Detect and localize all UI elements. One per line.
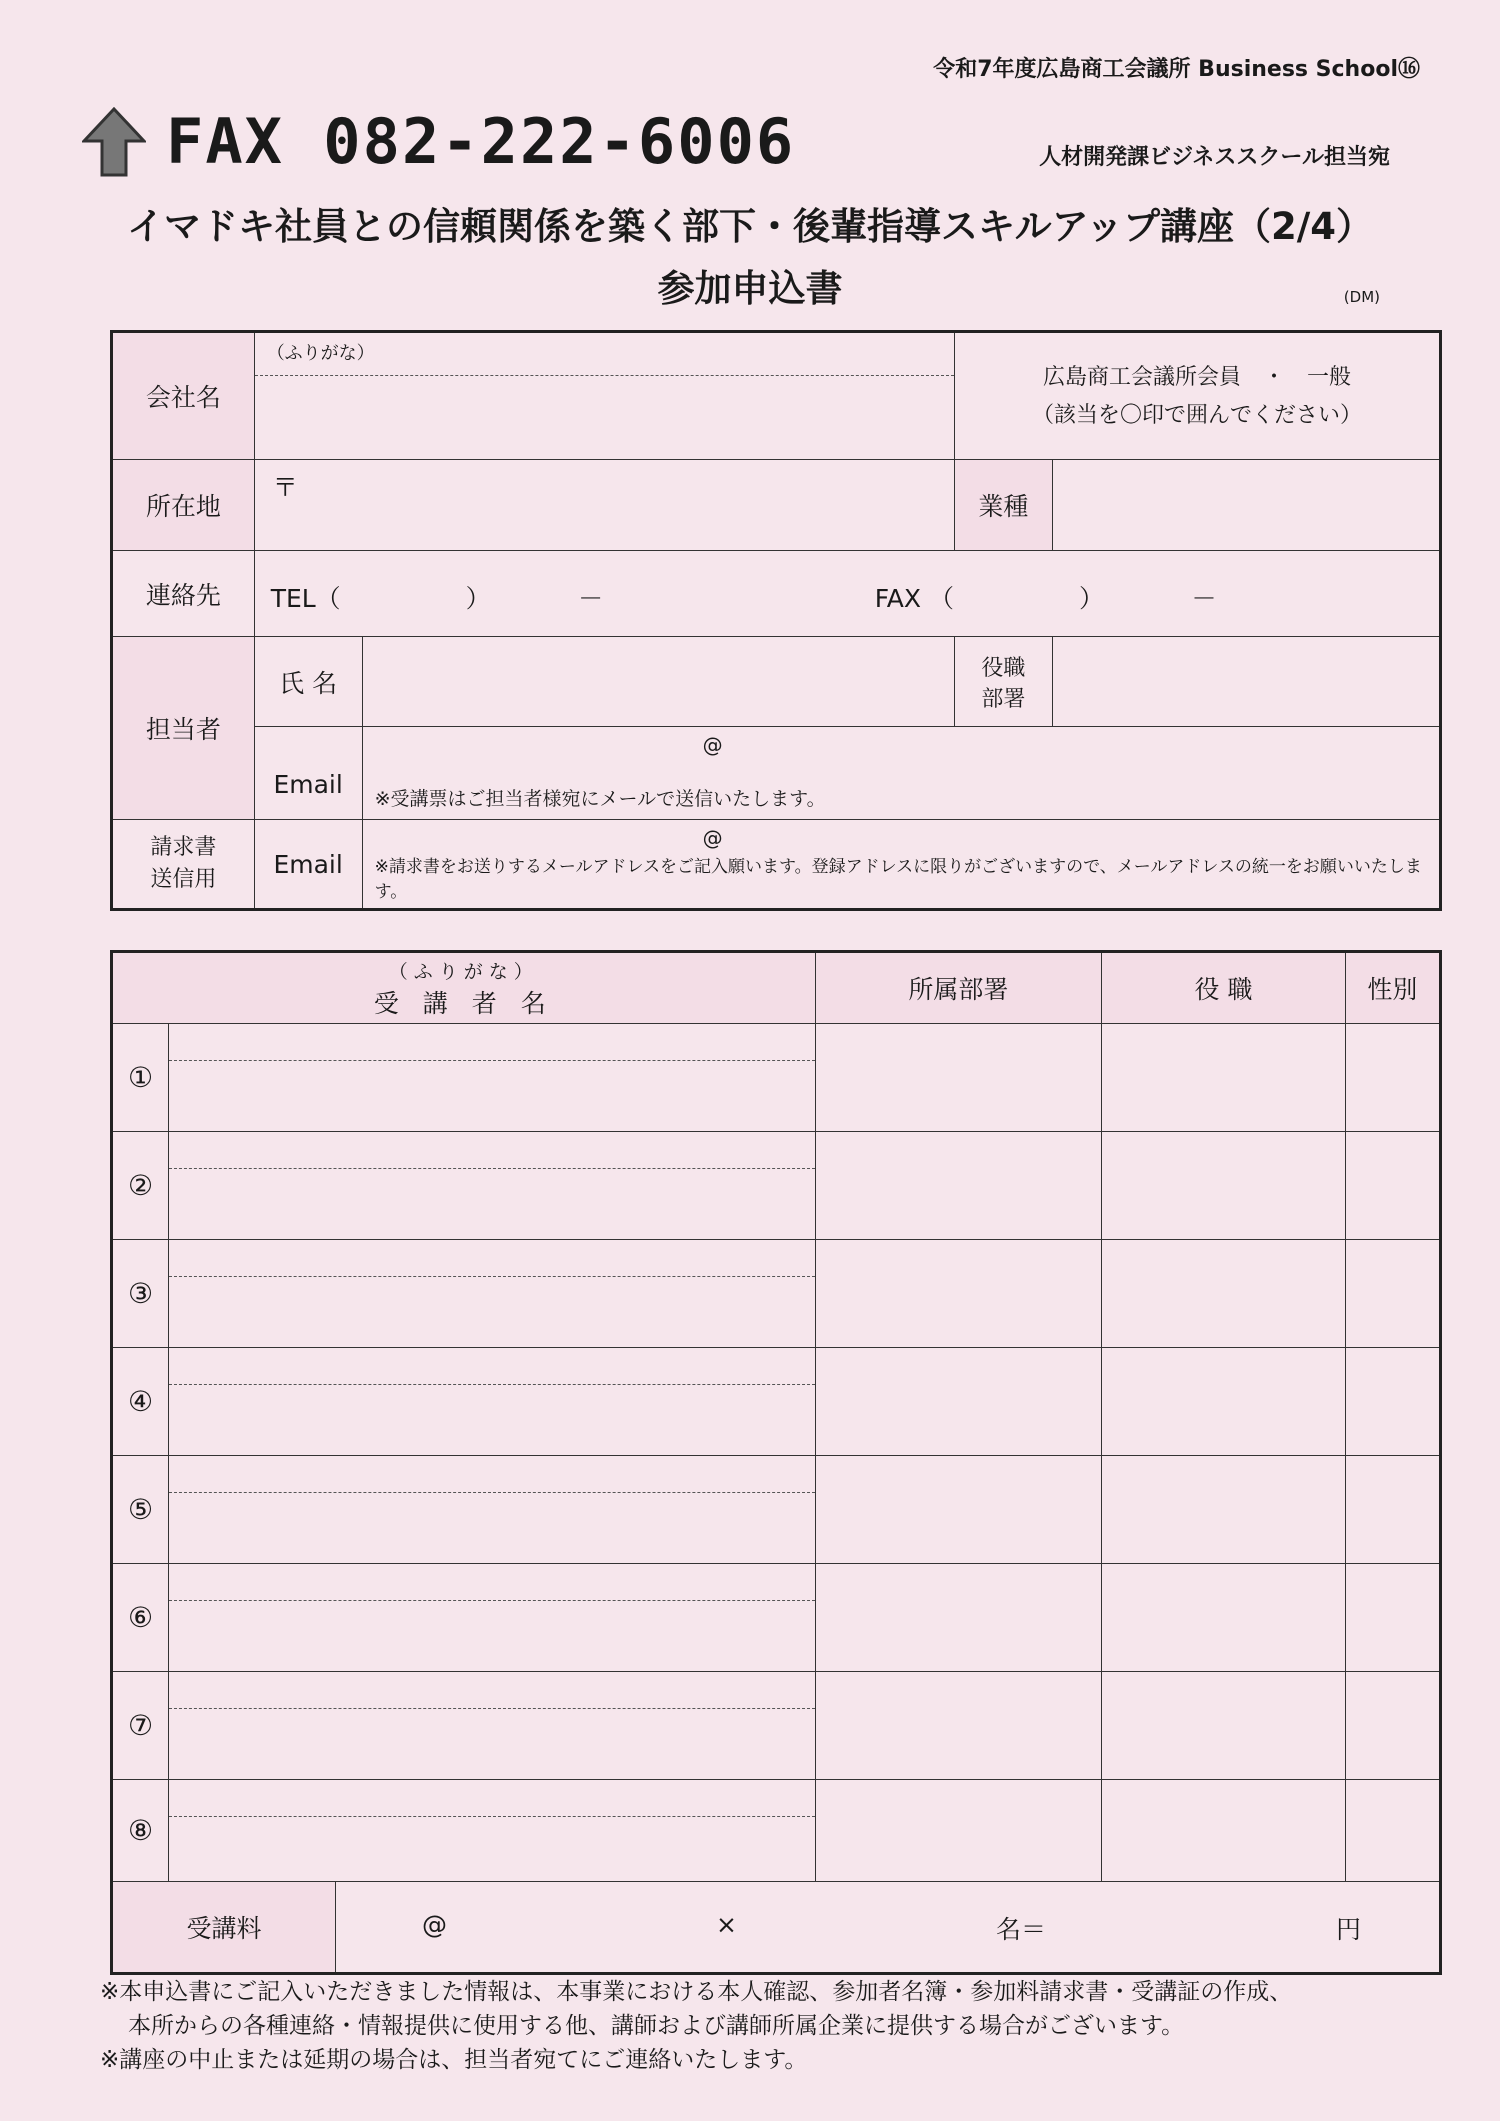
participant-name-field[interactable]: [169, 1240, 815, 1348]
email-field[interactable]: [362, 727, 1440, 820]
participant-dept-field[interactable]: [815, 1672, 1102, 1780]
gender-header: 性別: [1345, 952, 1440, 1024]
name-label: 氏 名: [254, 637, 362, 727]
address-field[interactable]: [254, 460, 954, 551]
fee-label: 受講料: [113, 1882, 336, 1972]
participant-gender-field[interactable]: [1345, 1780, 1440, 1882]
row-number: ⑥: [112, 1564, 169, 1672]
email-at-mark: @: [702, 733, 723, 757]
company-name-label: 会社名: [112, 332, 255, 460]
participant-position-field[interactable]: [1102, 1348, 1346, 1456]
participant-dept-field[interactable]: [815, 1456, 1102, 1564]
contact-label: 連絡先: [112, 551, 255, 637]
participant-gender-field[interactable]: [1345, 1348, 1440, 1456]
participant-name-field[interactable]: [169, 1672, 815, 1780]
fax-number: FAX 082-222-6006: [166, 105, 796, 178]
participant-row: [112, 1024, 1441, 1132]
participant-row: [112, 1348, 1441, 1456]
footer-line-2: 本所からの各種連絡・情報提供に使用する他、講師および講師所属企業に提供する場合がございます。: [128, 2013, 1185, 2039]
address-label: 所在地: [112, 460, 255, 551]
participant-position-field[interactable]: [1102, 1240, 1346, 1348]
fax-field-label: FAX （ ） －: [874, 584, 1217, 613]
industry-field[interactable]: [1052, 460, 1440, 551]
participant-row: [112, 1456, 1441, 1564]
participant-gender-field[interactable]: [1345, 1564, 1440, 1672]
series-label: 令和7年度広島商工会議所 Business School⑯: [933, 57, 1420, 82]
furigana-label: （ふりがな）: [266, 343, 375, 364]
fee-times: ×: [716, 1910, 737, 1939]
page-subtitle: 参加申込書: [657, 267, 843, 310]
dept-header: 所属部署: [815, 952, 1102, 1024]
participant-dept-field[interactable]: [815, 1132, 1102, 1240]
participant-name-field[interactable]: [169, 1780, 815, 1882]
dm-mark: (DM): [1343, 288, 1380, 306]
footer-notes: [100, 1975, 1292, 2077]
industry-label: 業種: [955, 460, 1053, 551]
footer-line-3: ※講座の中止または延期の場合は、担当者宛てにご連絡いたします。: [100, 2047, 808, 2073]
department-label: 人材開発課ビジネススクール担当宛: [1039, 145, 1390, 170]
participant-dept-field[interactable]: [815, 1348, 1102, 1456]
fee-at: @: [422, 1910, 447, 1939]
position-label: [955, 637, 1053, 727]
name-header: [112, 952, 816, 1024]
participant-dept-field[interactable]: [815, 1024, 1102, 1132]
fax-header: [82, 105, 795, 178]
participant-position-field[interactable]: [1102, 1132, 1346, 1240]
row-number: ④: [112, 1348, 169, 1456]
participant-row: [112, 1672, 1441, 1780]
participant-gender-field[interactable]: [1345, 1672, 1440, 1780]
postal-mark: 〒: [272, 473, 298, 502]
tel-label: TEL（ ） －: [270, 584, 604, 613]
row-number: ③: [112, 1240, 169, 1348]
participant-dept-field[interactable]: [815, 1564, 1102, 1672]
up-arrow-icon: [82, 107, 146, 177]
participant-dept-field[interactable]: [815, 1240, 1102, 1348]
participant-name-field[interactable]: [169, 1564, 815, 1672]
participant-gender-field[interactable]: [1345, 1240, 1440, 1348]
participant-row: [112, 1240, 1441, 1348]
invoice-label: [112, 820, 255, 910]
invoice-email-field[interactable]: [362, 820, 1440, 910]
footer-line-1: ※本申込書にご記入いただきました情報は、本事業における本人確認、参加者名簿・参加料請求書・受講証の作成、: [100, 1979, 1293, 2005]
invoice-email-label: Email: [254, 820, 362, 910]
participant-gender-field[interactable]: [1345, 1132, 1440, 1240]
invoice-at-mark: @: [702, 826, 723, 850]
row-number: ⑤: [112, 1456, 169, 1564]
fee-yen: 円: [1336, 1915, 1362, 1944]
participant-name-field[interactable]: [169, 1024, 815, 1132]
row-number: ②: [112, 1132, 169, 1240]
participant-gender-field[interactable]: [1345, 1456, 1440, 1564]
email-label: Email: [254, 727, 362, 820]
company-name-field[interactable]: [254, 332, 954, 460]
participant-position-field[interactable]: [1102, 1780, 1346, 1882]
position-header: 役 職: [1102, 952, 1346, 1024]
membership-note: （該当を〇印で囲んでください）: [1032, 403, 1363, 428]
invoice-label-2: 送信用: [150, 867, 217, 892]
participant-position-field[interactable]: [1102, 1456, 1346, 1564]
furigana-divider: [255, 375, 954, 376]
row-number: ⑦: [112, 1672, 169, 1780]
person-name-field[interactable]: [362, 637, 954, 727]
participants-table: [110, 950, 1442, 1975]
invoice-note: ※請求書をお送りするメールアドレスをご記入願います。登録アドレスに限りがございますので、メールアドレスの統一をお願いいたします。: [374, 857, 1422, 902]
fee-people: 名＝: [996, 1915, 1047, 1944]
invoice-label-1: 請求書: [150, 835, 217, 860]
participant-name-field[interactable]: [169, 1456, 815, 1564]
fee-field[interactable]: [336, 1882, 1439, 1972]
email-note: ※受講票はご担当者様宛にメールで送信いたします。: [374, 788, 826, 810]
participant-position-field[interactable]: [1102, 1564, 1346, 1672]
contact-field[interactable]: [254, 551, 1440, 637]
participant-name-field[interactable]: [169, 1348, 815, 1456]
participant-position-field[interactable]: [1102, 1024, 1346, 1132]
participant-name-field[interactable]: [169, 1132, 815, 1240]
participant-row: [112, 1564, 1441, 1672]
row-number: ①: [112, 1024, 169, 1132]
participant-row: [112, 1132, 1441, 1240]
participant-row: [112, 1780, 1441, 1882]
name-header-label: 受 講 者 名: [373, 988, 554, 1018]
page-title: イマドキ社員との信頼関係を築く部下・後輩指導スキルアップ講座（2/4）: [126, 205, 1374, 248]
fee-row: [112, 1882, 1441, 1974]
membership-option: 広島商工会議所会員 ・ 一般: [1043, 365, 1352, 390]
furigana-header: （ふりがな）: [388, 960, 539, 983]
membership-cell[interactable]: [955, 332, 1441, 460]
participant-position-field[interactable]: [1102, 1672, 1346, 1780]
company-info-table: [110, 330, 1442, 911]
position-label-2: 部署: [981, 686, 1026, 712]
participant-gender-field[interactable]: [1345, 1024, 1440, 1132]
row-number: ⑧: [112, 1780, 169, 1882]
position-field[interactable]: [1052, 637, 1440, 727]
person-label: 担当者: [112, 637, 255, 820]
position-label-1: 役職: [981, 655, 1026, 681]
participant-dept-field[interactable]: [815, 1780, 1102, 1882]
